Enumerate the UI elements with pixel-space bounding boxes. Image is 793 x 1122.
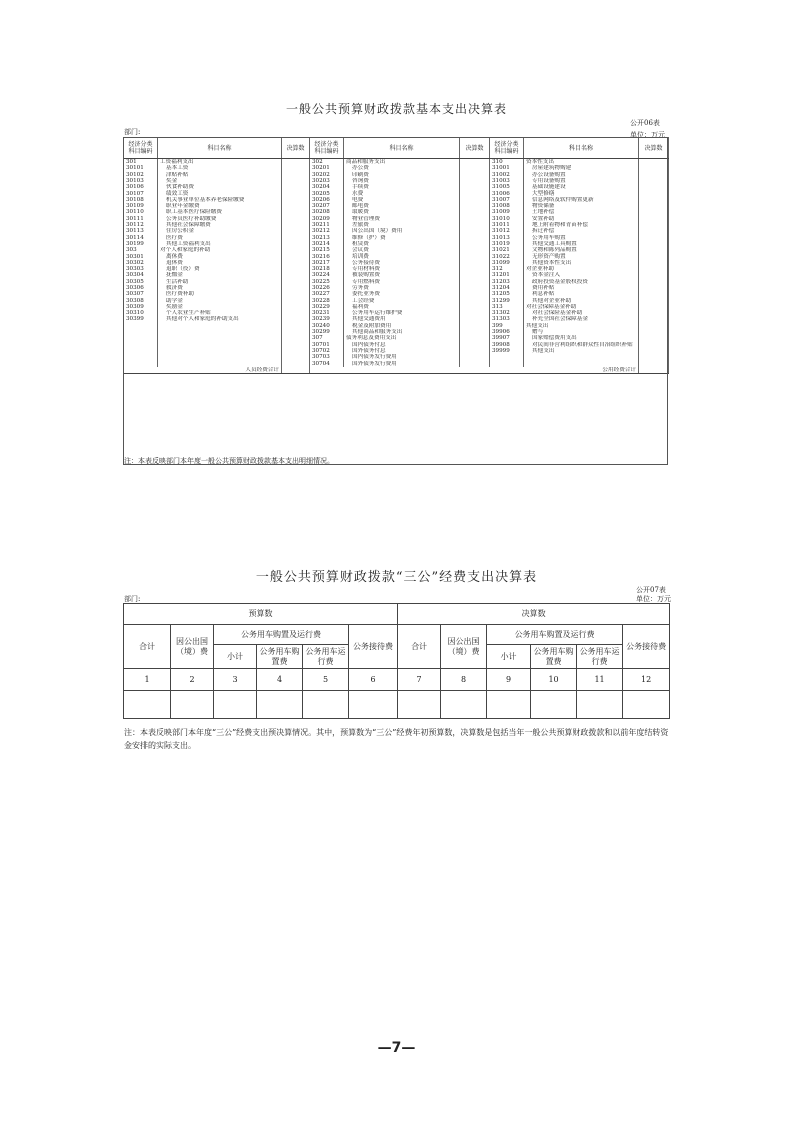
budget-total-header: 合计 — [124, 625, 171, 669]
table-cell: 30201 — [310, 165, 344, 171]
table1-header-cell: 科目名称 — [344, 138, 460, 159]
column-number-cell: 10 — [531, 669, 577, 691]
table-cell: 劳务费 — [344, 285, 460, 291]
table-cell: 30211 — [310, 222, 344, 228]
table-cell: 邮电费 — [344, 203, 460, 209]
table-cell: 其他交通工具购置 — [524, 241, 639, 247]
table1-header-cell: 经济分类科目编码 — [310, 138, 344, 159]
column-number-cell: 1 — [124, 669, 171, 691]
table1-header-cell: 决算数 — [282, 138, 310, 159]
table-cell: 政府投资基金股权投资 — [524, 279, 639, 285]
table1-header-row — [124, 138, 669, 159]
table-cell: 307 — [310, 335, 344, 341]
table-cell: 物业管理费 — [344, 216, 460, 222]
table-cell: 39906 — [490, 329, 524, 335]
table-cell: 399 — [490, 323, 524, 329]
final-vehicle-header: 公务用车购置及运行费 — [487, 625, 623, 645]
table-cell: 税金及附加费用 — [344, 323, 460, 329]
budget-operation-header: 公务用车运行费 — [303, 645, 349, 669]
page-number: —7— — [377, 1040, 416, 1056]
table-cell: 无形资产购置 — [524, 253, 639, 259]
table-cell: 国内债务付息 — [344, 342, 460, 348]
table-cell: 工资福利支出 — [158, 159, 282, 166]
table-cell: 31008 — [490, 203, 524, 209]
column-number-cell: 2 — [171, 669, 214, 691]
column-number-cell: 8 — [441, 669, 487, 691]
table-cell: 国内债务发行费用 — [344, 354, 460, 360]
table-cell: 30214 — [310, 241, 344, 247]
table-cell: 31003 — [490, 178, 524, 184]
table-cell: 其他支出 — [524, 348, 639, 354]
table2-data-row — [124, 691, 670, 719]
table-cell: 水费 — [344, 190, 460, 196]
table-cell: 因公出国（境）费用 — [344, 228, 460, 234]
table-cell: 30217 — [310, 260, 344, 266]
table-cell: 工会经费 — [344, 298, 460, 304]
table-cell: 安置补助 — [524, 216, 639, 222]
table-cell: 手续费 — [344, 184, 460, 190]
table-cell: 30240 — [310, 323, 344, 329]
table-cell: 31006 — [490, 190, 524, 196]
table-cell: 30216 — [310, 253, 344, 259]
table-cell — [282, 367, 310, 374]
table-cell: 公务用车运行维护费 — [344, 310, 460, 316]
table-cell: 赠与 — [524, 329, 639, 335]
column-number-cell: 3 — [214, 669, 257, 691]
table-cell: 对社会保障基金补助 — [524, 304, 639, 310]
table-cell: 30208 — [310, 209, 344, 215]
table-cell: 职工基本医疗保险缴费 — [158, 209, 282, 215]
table-cell: 国外债务发行费用 — [344, 361, 460, 367]
table-cell: 30203 — [310, 178, 344, 184]
table-cell: 离休费 — [158, 253, 282, 259]
table-cell — [460, 159, 490, 166]
table1-form-number: 公开06表 — [630, 119, 660, 127]
table1-header-cell: 决算数 — [460, 138, 490, 159]
table-cell: 房屋建筑物购建 — [524, 165, 639, 171]
table1-unit-label: 单位：万元 — [630, 131, 665, 139]
table-cell: 30103 — [124, 178, 158, 184]
table-cell: 被装购置费 — [344, 272, 460, 278]
table-cell: 国家赔偿费用支出 — [524, 335, 639, 341]
table-cell: 31022 — [490, 253, 524, 259]
table-cell: 30399 — [124, 316, 158, 322]
table-cell: 30308 — [124, 298, 158, 304]
table-cell: 文物和陈列品购置 — [524, 247, 639, 253]
table-cell: 310 — [490, 159, 524, 166]
table-cell: 30109 — [124, 203, 158, 209]
table1-header-cell: 决算数 — [639, 138, 669, 159]
budget-abroad-header: 因公出国（境）费 — [171, 625, 214, 669]
table-cell: 拆迁补偿 — [524, 228, 639, 234]
budget-purchase-header: 公务用车购置费 — [257, 645, 303, 669]
table-cell: 30215 — [310, 247, 344, 253]
table-cell: 其他对企业补助 — [524, 298, 639, 304]
table-cell: 公务用车购置 — [524, 235, 639, 241]
table-cell: 伙食补助费 — [158, 184, 282, 190]
table-cell: 31099 — [490, 260, 524, 266]
table-cell: 31005 — [490, 184, 524, 190]
table-cell: 30301 — [124, 253, 158, 259]
table-cell: 30299 — [310, 329, 344, 335]
column-number-cell: 6 — [349, 669, 398, 691]
table-cell: 救济费 — [158, 285, 282, 291]
table-cell: 助学金 — [158, 298, 282, 304]
final-total-header: 合计 — [398, 625, 441, 669]
table-cell: 39908 — [490, 342, 524, 348]
table-cell: 30302 — [124, 260, 158, 266]
table-cell: 对个人和家庭的补助 — [158, 247, 282, 253]
table-cell: 资本性支出 — [524, 159, 639, 166]
table-cell: 30239 — [310, 316, 344, 322]
table-cell: 退职（役）费 — [158, 266, 282, 272]
table-cell: 303 — [124, 247, 158, 253]
table-cell: 31012 — [490, 228, 524, 234]
table-cell: 利息补贴 — [524, 291, 639, 297]
table-cell: 费用补贴 — [524, 285, 639, 291]
table-cell: 信息网络及软件购置更新 — [524, 197, 639, 203]
table2-column-number-row — [124, 669, 670, 691]
table2-form-number: 公开07表 — [636, 586, 666, 594]
table-cell: 30112 — [124, 222, 158, 228]
table-cell: 30199 — [124, 241, 158, 247]
table-cell: 对社会保险基金补助 — [524, 310, 639, 316]
table2-unit-label: 单位：万元 — [636, 595, 671, 603]
table-cell: 奖金 — [158, 178, 282, 184]
budget-vehicle-header: 公务用车购置及运行费 — [214, 625, 349, 645]
table-cell: 债务利息及费用支出 — [344, 335, 460, 341]
table-cell — [282, 159, 310, 166]
table-cell: 专用燃料费 — [344, 279, 460, 285]
table-cell: 其他工资福利支出 — [158, 241, 282, 247]
table-cell: 30107 — [124, 190, 158, 196]
table-cell: 30204 — [310, 184, 344, 190]
table-cell: 30218 — [310, 266, 344, 272]
table-cell: 对企业补助 — [524, 266, 639, 272]
table-cell: 30702 — [310, 348, 344, 354]
table-cell: 30303 — [124, 266, 158, 272]
table-cell: 30305 — [124, 279, 158, 285]
table-cell: 30212 — [310, 228, 344, 234]
table-cell: 基本工资 — [158, 165, 282, 171]
table-cell: 专用材料费 — [344, 266, 460, 272]
table-cell: 30225 — [310, 279, 344, 285]
table-cell: 补充全国社会保障基金 — [524, 316, 639, 322]
table1-header-cell: 科目名称 — [524, 138, 639, 159]
table-cell: 绩效工资 — [158, 190, 282, 196]
table-cell — [639, 367, 669, 374]
column-number-cell: 7 — [398, 669, 441, 691]
table-cell: 商品和服务支出 — [344, 159, 460, 166]
table2-title: 一般公共预算财政拨款“三公”经费支出决算表 — [255, 570, 538, 585]
table-cell: 30207 — [310, 203, 344, 209]
table-cell: 302 — [310, 159, 344, 166]
table-cell: 退休费 — [158, 260, 282, 266]
table1-note: 注：本表反映部门本年度一般公共预算财政拨款基本支出明细情况。 — [124, 457, 334, 465]
table1-header-cell: 经济分类科目编码 — [490, 138, 524, 159]
final-subtotal-header: 小计 — [487, 645, 531, 669]
table1-header-cell: 经济分类科目编码 — [124, 138, 158, 159]
table-cell: 租赁费 — [344, 241, 460, 247]
table-cell: 咨询费 — [344, 178, 460, 184]
table-cell: 个人农业生产补贴 — [158, 310, 282, 316]
table-cell: 30307 — [124, 291, 158, 297]
table-cell: 医疗费补助 — [158, 291, 282, 297]
table-cell: 31013 — [490, 235, 524, 241]
table-cell: 电费 — [344, 197, 460, 203]
final-reception-header: 公务接待费 — [623, 625, 670, 669]
table-cell: 医疗费 — [158, 235, 282, 241]
table-cell: 31201 — [490, 272, 524, 278]
table-cell: 39907 — [490, 335, 524, 341]
table-cell: 31011 — [490, 222, 524, 228]
table-cell: 其他商品和服务支出 — [344, 329, 460, 335]
budget-subtotal-header: 小计 — [214, 645, 257, 669]
table-cell: 物资储备 — [524, 203, 639, 209]
table1-dept-label: 部门: — [124, 128, 141, 136]
table-cell: 31021 — [490, 247, 524, 253]
table1-title: 一般公共预算财政拨款基本支出决算表 — [285, 102, 507, 116]
table-cell: 生活补助 — [158, 279, 282, 285]
column-number-cell: 12 — [623, 669, 670, 691]
table1-header-cell: 科目名称 — [158, 138, 282, 159]
table-cell: 公务接待费 — [344, 260, 460, 266]
table-cell: 30213 — [310, 235, 344, 241]
table-cell: 会议费 — [344, 247, 460, 253]
final-abroad-header: 因公出国（境）费 — [441, 625, 487, 669]
table-cell: 30226 — [310, 285, 344, 291]
table-cell: 30306 — [124, 285, 158, 291]
table-cell: 30101 — [124, 165, 158, 171]
table-cell: 30108 — [124, 197, 158, 203]
column-number-cell: 5 — [303, 669, 349, 691]
table-cell: 委托业务费 — [344, 291, 460, 297]
table-cell: 30110 — [124, 209, 158, 215]
table-cell: 30229 — [310, 304, 344, 310]
table-cell: 31010 — [490, 216, 524, 222]
table-cell: 31302 — [490, 310, 524, 316]
personnel-total-label: 人员经费合计 — [124, 367, 282, 374]
table-cell: 取暖费 — [344, 209, 460, 215]
table-cell: 30114 — [124, 235, 158, 241]
table-cell: 312 — [490, 266, 524, 272]
table-cell: 其他社会保障缴费 — [158, 222, 282, 228]
table-cell: 对民间非营利组织和群众性自治组织补贴 — [524, 342, 639, 348]
table-cell: 其他资本性支出 — [524, 260, 639, 266]
final-header: 决算数 — [398, 604, 670, 625]
table-cell: 30704 — [310, 361, 344, 367]
table-cell: 大型修缮 — [524, 190, 639, 196]
table-cell: 31303 — [490, 316, 524, 322]
table-cell: 津贴补贴 — [158, 172, 282, 178]
table-cell: 30701 — [310, 342, 344, 348]
basic-expenditure-table — [123, 137, 669, 374]
table-cell: 住房公积金 — [158, 228, 282, 234]
table-cell: 土地补偿 — [524, 209, 639, 215]
table-cell: 30113 — [124, 228, 158, 234]
table-cell: 30224 — [310, 272, 344, 278]
table-cell: 39999 — [490, 348, 524, 354]
table-cell: 办公设备购置 — [524, 172, 639, 178]
table-cell: 31205 — [490, 291, 524, 297]
table-cell: 31019 — [490, 241, 524, 247]
table-cell: 313 — [490, 304, 524, 310]
table-cell: 30202 — [310, 172, 344, 178]
three-public-expenses-table — [123, 603, 670, 719]
budget-reception-header: 公务接待费 — [349, 625, 398, 669]
table-cell: 30231 — [310, 310, 344, 316]
budget-header: 预算数 — [124, 604, 398, 625]
table-cell: 差旅费 — [344, 222, 460, 228]
table-cell: 31001 — [490, 165, 524, 171]
table-cell: 31204 — [490, 285, 524, 291]
public-total-label: 公用经费合计 — [310, 367, 639, 374]
table1-total-row — [124, 367, 669, 374]
table-cell: 30209 — [310, 216, 344, 222]
column-number-cell: 4 — [257, 669, 303, 691]
table-cell — [639, 159, 669, 166]
table-cell: 机关事业单位基本养老保险缴费 — [158, 197, 282, 203]
table-cell: 抚恤金 — [158, 272, 282, 278]
table-cell: 国外债务付息 — [344, 348, 460, 354]
table-cell: 31299 — [490, 298, 524, 304]
table-cell: 职业年金缴费 — [158, 203, 282, 209]
table-cell: 31203 — [490, 279, 524, 285]
table-cell: 301 — [124, 159, 158, 166]
table-cell: 其他交通费用 — [344, 316, 460, 322]
table-cell: 专用设备购置 — [524, 178, 639, 184]
column-number-cell: 9 — [487, 669, 531, 691]
table-cell: 30227 — [310, 291, 344, 297]
table-cell: 办公费 — [344, 165, 460, 171]
table-cell: 地上附着物和青苗补偿 — [524, 222, 639, 228]
table-cell: 公务员医疗补助缴费 — [158, 216, 282, 222]
table-cell: 30111 — [124, 216, 158, 222]
table-cell: 奖励金 — [158, 304, 282, 310]
column-number-cell: 11 — [577, 669, 623, 691]
table-row — [124, 159, 669, 166]
table-cell: 30310 — [124, 310, 158, 316]
table-cell: 其他对个人和家庭的补助支出 — [158, 316, 282, 322]
table-cell: 培训费 — [344, 253, 460, 259]
table-cell: 30206 — [310, 197, 344, 203]
table-cell: 资本金注入 — [524, 272, 639, 278]
table-cell: 30304 — [124, 272, 158, 278]
final-purchase-header: 公务用车购置费 — [531, 645, 577, 669]
table2-note: 注：本表反映部门本年度“三公”经费支出预决算情况。其中，预算数为“三公”经费年初预算数，决算数是包括当年一般公共预算财政拨款和以前年度结转资金安排的实际支出。 — [124, 728, 669, 750]
table-cell: 30228 — [310, 298, 344, 304]
table-cell: 福利费 — [344, 304, 460, 310]
table-cell: 31007 — [490, 197, 524, 203]
final-operation-header: 公务用车运行费 — [577, 645, 623, 669]
table-cell: 30205 — [310, 190, 344, 196]
table-cell: 30106 — [124, 184, 158, 190]
table-cell: 30703 — [310, 354, 344, 360]
table-cell: 30102 — [124, 172, 158, 178]
table-cell: 维修（护）费 — [344, 235, 460, 241]
table-cell: 印刷费 — [344, 172, 460, 178]
table-cell: 30309 — [124, 304, 158, 310]
table-cell: 31002 — [490, 172, 524, 178]
table2-dept-label: 部门: — [124, 595, 141, 603]
table-cell: 基础设施建设 — [524, 184, 639, 190]
table-cell: 其他支出 — [524, 323, 639, 329]
table-cell: 31009 — [490, 209, 524, 215]
